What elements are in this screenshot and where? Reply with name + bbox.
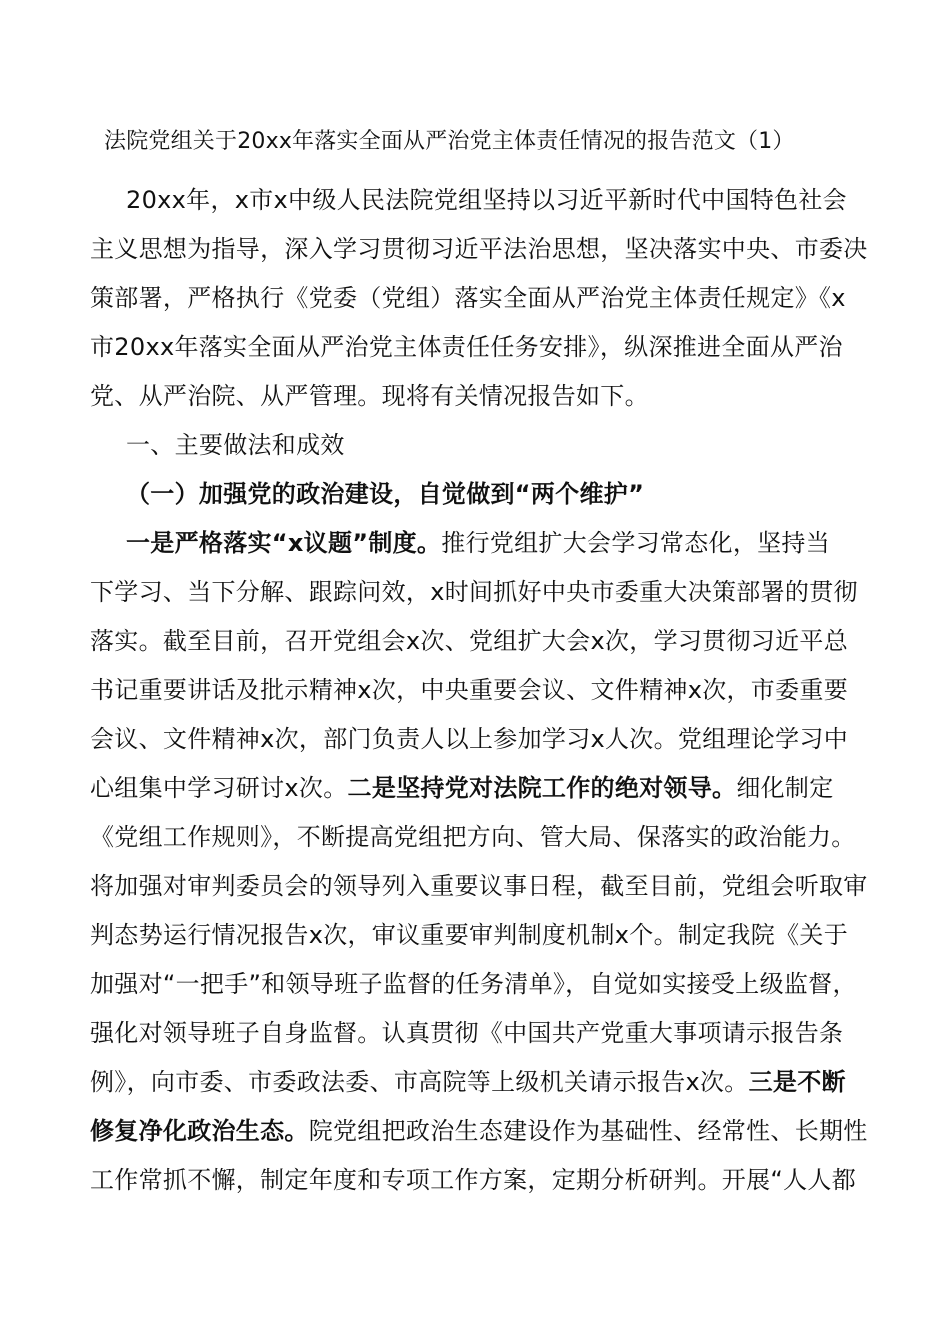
bold-text: 修复净化政治生态。 <box>90 1117 309 1145</box>
section-heading <box>126 421 896 470</box>
body-text: 院党组把政治生态建设作为基础性、经常性、长期性 <box>308 1117 868 1145</box>
paragraph-line <box>90 274 860 323</box>
subsection-heading <box>126 470 896 519</box>
paragraph-line <box>90 715 860 764</box>
paragraph-line <box>90 862 868 911</box>
body-text: 加强对“一把手”和领导班子监督的任务清单》，自觉如实接受上级监督， <box>90 970 857 998</box>
paragraph-line <box>90 813 860 862</box>
paragraph-line <box>90 1009 860 1058</box>
paragraph-line <box>90 568 860 617</box>
body-text: 市20xx年落实全面从严治党主体责任任务安排》，纵深推进全面从严治 <box>90 333 843 361</box>
body-text: 会议、文件精神x次，部门负责人以上参加学习x人次。党组理论学习中 <box>90 725 849 753</box>
paragraph-line <box>90 911 860 960</box>
body-text: 主义思想为指导，深入学习贯彻习近平法治思想，坚决落实中央、市委决 <box>90 235 868 263</box>
paragraph-line <box>90 1107 868 1156</box>
body-text: 细化制定 <box>736 774 834 802</box>
body-text: 策部署，严格执行《党委（党组）落实全面从严治党主体责任规定》《x <box>90 284 846 312</box>
body-text: 推行党组扩大会学习常态化，坚持当 <box>441 529 831 557</box>
bold-text: （一）加强党的政治建设，自觉做到“两个维护” <box>126 480 645 508</box>
body-text: 《党组工作规则》，不断提高党组把方向、管大局、保落实的政治能力。 <box>90 823 856 851</box>
body-text: 判态势运行情况报告x次，审议重要审判制度机制x个。制定我院《关于 <box>90 921 849 949</box>
body-text: 工作常抓不懈，制定年度和专项工作方案，定期分析研判。开展“人人都 <box>90 1166 857 1194</box>
paragraph-line <box>90 1058 860 1107</box>
body-text: 书记重要讲话及批示精神x次，中央重要会议、文件精神x次，市委重要 <box>90 676 849 704</box>
paragraph-line <box>90 617 860 666</box>
paragraph-line <box>90 372 860 421</box>
body-text: 一、主要做法和成效 <box>126 431 345 459</box>
body-text: 强化对领导班子自身监督。认真贯彻《中国共产党重大事项请示报告条 <box>90 1019 844 1047</box>
bold-text: 一是严格落实“x议题”制度。 <box>126 529 442 557</box>
body-text: 落实。截至目前，召开党组会x次、党组扩大会x次，学习贯彻习近平总 <box>90 627 849 655</box>
body-text: 党、从严治院、从严管理。现将有关情况报告如下。 <box>90 382 649 410</box>
body-text: 心组集中学习研讨x次。 <box>90 774 348 802</box>
bold-text: 三是不断 <box>748 1068 846 1096</box>
paragraph-line <box>90 960 860 1009</box>
bold-text: 二是坚持党对法院工作的绝对领导。 <box>347 774 737 802</box>
paragraph-line <box>90 1156 860 1205</box>
paragraph-line <box>90 225 868 274</box>
paragraph-line <box>90 666 860 715</box>
paragraph-line <box>90 323 860 372</box>
body-text: 将加强对审判委员会的领导列入重要议事日程，截至目前，党组会听取审 <box>90 872 868 900</box>
body-text: 例》，向市委、市委政法委、市高院等上级机关请示报告x次。 <box>90 1068 749 1096</box>
paragraph-line <box>126 519 896 568</box>
paragraph-line <box>90 764 860 813</box>
document-title: 法院党组关于20xx年落实全面从严治党主体责任情况的报告范文（1） <box>104 129 795 154</box>
body-text: 下学习、当下分解、跟踪问效，x时间抓好中央市委重大决策部署的贯彻 <box>90 578 858 606</box>
paragraph-line <box>126 176 896 225</box>
body-text: 20xx年，x市x中级人民法院党组坚持以习近平新时代中国特色社会 <box>126 186 847 214</box>
